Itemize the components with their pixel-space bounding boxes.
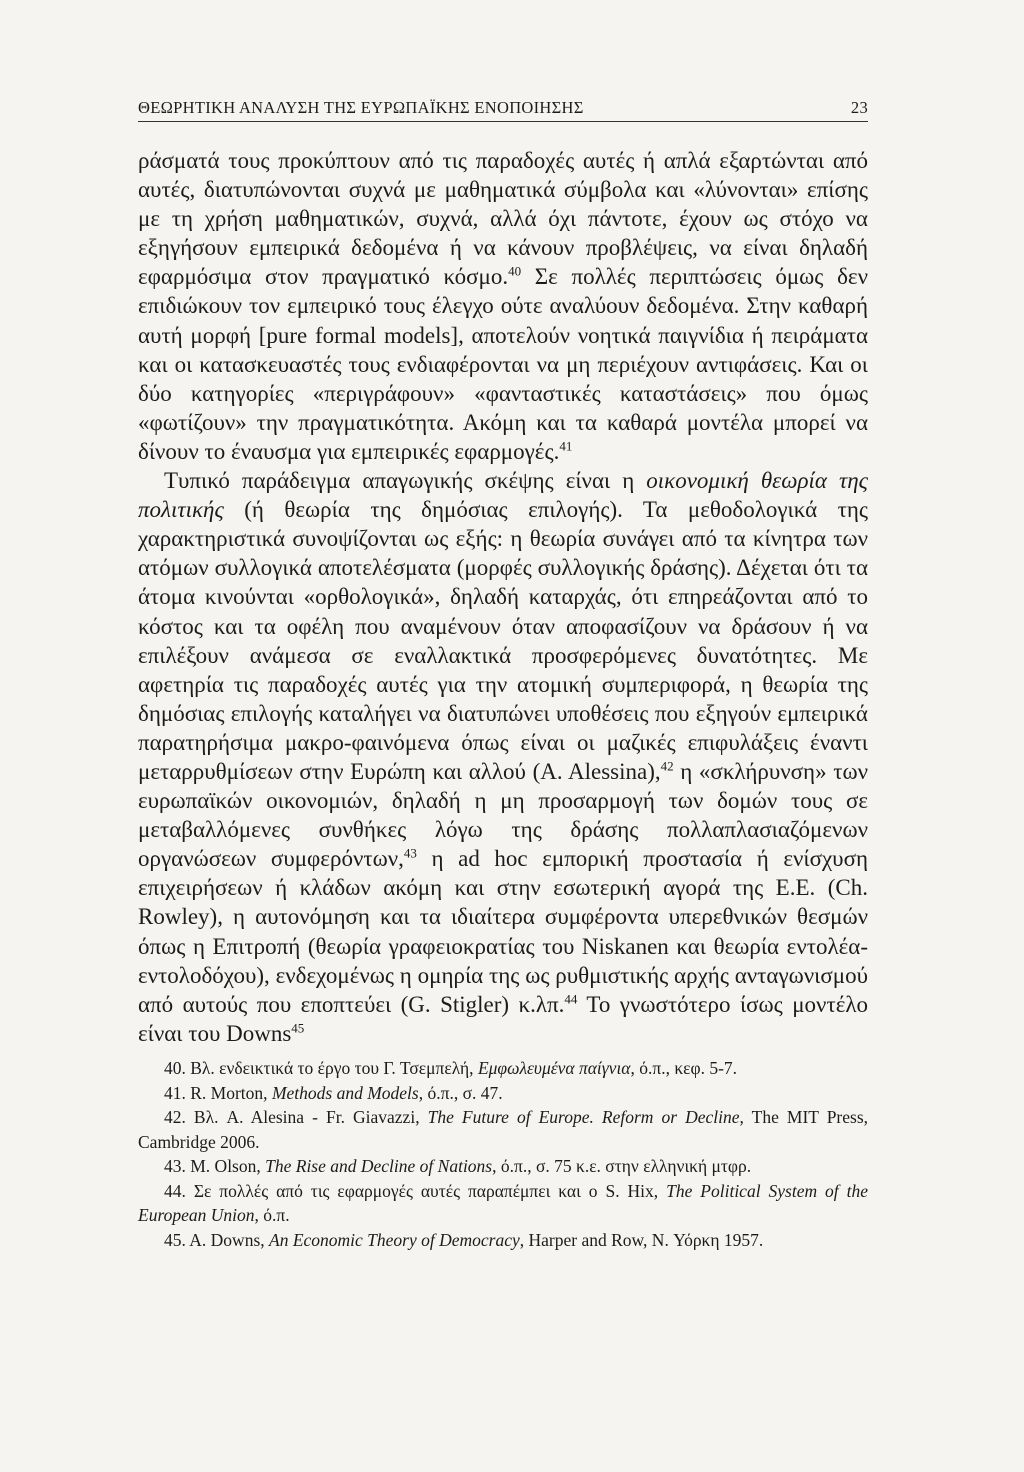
- footnote-41: [138, 1081, 868, 1106]
- footnote-44-text: 44. Σε πολλές από τις εφαρμογές αυτές παραπέμπει και ο S. Hix,: [164, 1180, 667, 1201]
- footnote-41-tail: , ό.π., σ. 47.: [418, 1082, 503, 1103]
- footnote-41-title: Methods and Models: [271, 1082, 419, 1103]
- footnote-44: [138, 1179, 868, 1228]
- paragraph-2-part-a: Τυπικό παράδειγμα απαγωγικής σκέψης είναι η: [164, 468, 647, 494]
- paragraph-1-part-1: ράσματά τους προκύπτουν από τις παραδοχές αυτές ή απλά εξαρτώνται από αυτές, διατυπώνονται συχνά με μαθηματικά σύμβολα και «λύνονται» επίσης με τη χρήση μαθηματικών, συχνά, αλλά όχι πάντοτε, έχουν ως στόχο να εξηγήσουν εμπειρικά δεδομένα ή να κάνουν προβλέψεις, να είναι δηλαδή εφαρμόσιμα στον πραγματικό κόσμο.: [138, 148, 868, 290]
- paragraph-2-part-c: η «σκλήρυνση» των ευρωπαϊκών οικονομιών, δηλαδή η μη προσαρμογή των δομών τους σε μεταβαλλόμενες συνθήκες λόγω της δράσης πολλαπλασιαζόμενων οργανώσεων συμφερόντων,: [138, 758, 868, 872]
- footnote-40-tail: , ό.π., κεφ. 5-7.: [630, 1057, 738, 1078]
- book-page: [138, 98, 868, 1253]
- footnote-ref-45: 45: [291, 1020, 305, 1036]
- footnote-40: [138, 1056, 868, 1081]
- footnote-45-title: An Economic Theory of Democracy: [269, 1230, 520, 1251]
- footnote-43-tail: , ό.π., σ. 75 κ.ε. στην ελληνική μτφρ.: [492, 1156, 752, 1177]
- paragraph-1: [138, 146, 868, 466]
- main-text: [138, 146, 868, 1048]
- paragraph-1-part-2: Σε πολλές περιπτώσεις όμως δεν επιδιώκουν τον εμπειρικό τους έλεγχο ούτε αναλύουν δεδομένα. Στην καθαρή αυτή μορφή [pure formal models], αποτελούν νοητικά παιγνίδια ή πειράματα και οι κατασκευαστές τους ενδιαφέρονται να μη περιέχουν αντιφάσεις. Και οι δύο κατηγορίες «περιγράφουν» «φανταστικές καταστάσεις» που όμως «φωτίζουν» την πραγματικότητα. Ακόμη και τα καθαρά μοντέλα μπορεί να δίνουν το έναυσμα για εμπειρικές εφαρμογές.: [138, 264, 868, 464]
- paragraph-2: [138, 466, 868, 1048]
- footnote-ref-44: 44: [564, 991, 578, 1007]
- footnote-45-tail: , Harper and Row, N. Υόρκη 1957.: [519, 1230, 764, 1251]
- running-header: [138, 98, 868, 122]
- footnote-42-text: 42. Βλ. A. Alesina - Fr. Giavazzi,: [164, 1107, 428, 1128]
- footnote-42-title: The Future of Europe. Reform or Decline: [427, 1107, 740, 1128]
- paragraph-2-part-d: η ad hoc εμπορική προστασία ή ενίσχυση επιχειρήσεων ή κλάδων ακόμη και στην εσωτερική αγορά της Ε.Ε. (Ch. Rowley), η αυτονόμηση και τα ιδιαίτερα συμφέροντα υπερεθνικών θεσμών όπως η Επιτροπή (θεωρία γραφειοκρατίας του Niskanen και θεωρία εντολέα-εντολοδόχου), ενδεχομένως η ομηρία της ως ρυθμιστικής αρχής ανταγωνισμού από αυτούς που εποπτεύει (G. Stigler) κ.λπ.: [138, 846, 868, 1017]
- page-number: 23: [850, 98, 868, 117]
- footnote-ref-42: 42: [660, 758, 674, 774]
- footnote-43-text: 43. M. Olson,: [164, 1156, 266, 1177]
- footnote-45: [138, 1228, 868, 1253]
- footnote-40-title: Εμφωλευμένα παίγνια: [477, 1057, 631, 1078]
- footnote-ref-43: 43: [403, 845, 417, 861]
- footnote-45-text: 45. A. Downs,: [164, 1230, 270, 1251]
- footnote-42-tail: , The MIT Press, Cambridge 2006.: [138, 1107, 869, 1152]
- footnote-44-tail: , ό.π.: [254, 1205, 290, 1226]
- header-title: ΘΕΩΡΗΤΙΚΗ ΑΝΑΛΥΣΗ ΤΗΣ ΕΥΡΩΠΑΪΚΗΣ ΕΝΟΠΟΙΗΣΗΣ: [138, 98, 584, 117]
- footnote-41-text: 41. R. Morton,: [164, 1082, 272, 1103]
- footnote-ref-41: 41: [559, 438, 573, 454]
- footnote-40-text: 40. Βλ. ενδεικτικά το έργο του Γ. Τσεμπελή,: [164, 1057, 478, 1078]
- footnote-42: [138, 1105, 868, 1154]
- footnote-43-title: The Rise and Decline of Nations: [265, 1156, 493, 1177]
- footnote-ref-40: 40: [508, 263, 522, 279]
- footnote-44-title: The Political System of the European Union: [138, 1180, 868, 1226]
- paragraph-2-part-b: (ή θεωρία της δημόσιας επιλογής). Τα μεθοδολογικά της χαρακτηριστικά συνοψίζονται ως εξής: η θεωρία συνάγει από τα κίνητρα των ατόμων συλλογικά αποτελέσματα (μορφές συλλογικής δράσης). Δέχεται ότι τα άτομα κινούνται «ορθολογικά», δηλαδή καταρχάς, ότι επηρεάζονται από το κόστος και τα οφέλη που αναμένουν όταν αποφασίζουν να δράσουν ή να επιλέξουν ανάμεσα σε εναλλακτικά προσφερόμενες δυνατότητες. Με αφετηρία τις παραδοχές αυτές για την ατομική συμπεριφορά, η θεωρία της δημόσιας επιλογής καταλήγει να διατυπώνει υποθέσεις που εξηγούν εμπειρικά παρατηρήσιμα μακρο-φαινόμενα όπως είναι οι μαζικές επιφυλάξεις έναντι μεταρρυθμίσεων στην Ευρώπη και αλλού (A. Alessina),: [138, 497, 868, 784]
- footnote-43: [138, 1154, 868, 1179]
- paragraph-2-emphasis: οικονομική θεωρία της πολιτικής: [138, 468, 868, 523]
- footnotes: [138, 1056, 868, 1253]
- paragraph-2-part-e: Το γνωστότερο ίσως μοντέλο είναι του Downs: [138, 991, 869, 1046]
